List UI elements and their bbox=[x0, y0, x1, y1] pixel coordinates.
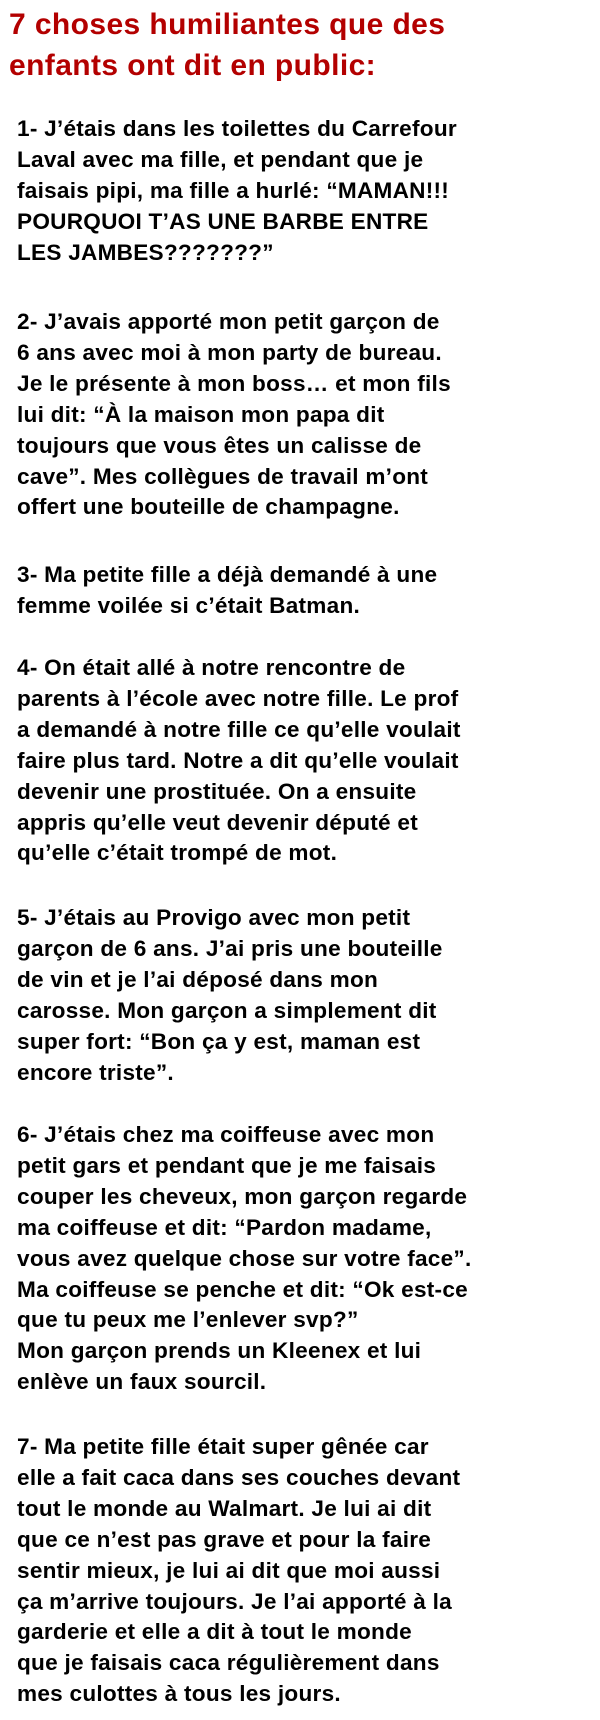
anecdote-line: que ce n’est pas grave et pour la faire bbox=[17, 1526, 432, 1552]
anecdote-line: 2- J’avais apporté mon petit garçon de bbox=[17, 309, 440, 334]
title-line: 7 choses humiliantes que des bbox=[9, 8, 446, 41]
anecdote-5 bbox=[17, 903, 597, 1088]
anecdote-4 bbox=[17, 653, 597, 869]
anecdote-line: couper les cheveux, mon garçon regarde bbox=[17, 1183, 468, 1209]
anecdote-line: 3- Ma petite fille a déjà demandé à une bbox=[17, 562, 438, 587]
anecdote-line: 6- J’étais chez ma coiffeuse avec mon bbox=[17, 1122, 435, 1147]
anecdote-line: POURQUOI T’AS UNE BARBE ENTRE bbox=[17, 208, 429, 234]
anecdote-line: garderie et elle a dit à tout le monde bbox=[17, 1619, 412, 1645]
anecdote-line: 5- J’étais au Provigo avec mon petit bbox=[17, 905, 411, 930]
anecdote-line: devenir une prostituée. On a ensuite bbox=[17, 778, 417, 804]
anecdote-line: 7- Ma petite fille était super gênée car bbox=[17, 1434, 429, 1459]
anecdote-line: offert une bouteille de champagne. bbox=[17, 494, 400, 520]
anecdote-line: appris qu’elle veut devenir député et bbox=[17, 809, 418, 835]
anecdote-line: que je faisais caca régulièrement dans bbox=[17, 1650, 440, 1676]
anecdote-line: toujours que vous êtes un calisse de bbox=[17, 432, 422, 458]
anecdote-line: Mon garçon prends un Kleenex et lui bbox=[17, 1338, 422, 1364]
anecdote-line: parents à l’école avec notre fille. Le prof bbox=[17, 685, 459, 711]
article-title bbox=[9, 4, 594, 86]
anecdote-1 bbox=[17, 114, 597, 269]
anecdote-line: ma coiffeuse et dit: “Pardon madame, bbox=[17, 1214, 432, 1240]
anecdote-line: de vin et je l’ai déposé dans mon bbox=[17, 966, 379, 992]
anecdote-line: 1- J’étais dans les toilettes du Carrefour bbox=[17, 116, 457, 141]
anecdote-line: lui dit: “À la maison mon papa dit bbox=[17, 401, 385, 427]
anecdote-line: super fort: “Bon ça y est, maman est bbox=[17, 1028, 421, 1054]
anecdote-line: que tu peux me l’enlever svp?” bbox=[17, 1307, 359, 1333]
anecdote-line: vous avez quelque chose sur votre face”. bbox=[17, 1245, 472, 1271]
anecdote-line: enlève un faux sourcil. bbox=[17, 1369, 267, 1395]
anecdote-6 bbox=[17, 1120, 597, 1398]
anecdote-line: femme voilée si c’était Batman. bbox=[17, 592, 361, 618]
anecdote-3 bbox=[17, 560, 597, 622]
anecdote-line: cave”. Mes collègues de travail m’ont bbox=[17, 463, 429, 489]
anecdote-2 bbox=[17, 307, 597, 523]
anecdote-line: LES JAMBES???????” bbox=[17, 239, 274, 265]
anecdote-line: Ma coiffeuse se penche et dit: “Ok est-ce bbox=[17, 1276, 468, 1302]
anecdote-line: tout le monde au Walmart. Je lui ai dit bbox=[17, 1495, 432, 1521]
anecdote-line: ça m’arrive toujours. Je l’ai apporté à la bbox=[17, 1588, 452, 1614]
anecdote-line: carosse. Mon garçon a simplement dit bbox=[17, 997, 437, 1023]
anecdote-line: garçon de 6 ans. J’ai pris une bouteille bbox=[17, 935, 443, 961]
anecdote-line: petit gars et pendant que je me faisais bbox=[17, 1152, 437, 1178]
anecdote-line: sentir mieux, je lui ai dit que moi aussi bbox=[17, 1557, 441, 1583]
anecdote-line: Je le présente à mon boss… et mon fils bbox=[17, 370, 451, 396]
anecdote-7 bbox=[17, 1432, 597, 1710]
anecdote-line: faisais pipi, ma fille a hurlé: “MAMAN!!! bbox=[17, 177, 450, 203]
anecdote-line: 4- On était allé à notre rencontre de bbox=[17, 655, 406, 680]
anecdote-line: faire plus tard. Notre a dit qu’elle voulait bbox=[17, 747, 459, 773]
anecdote-line: mes culottes à tous les jours. bbox=[17, 1681, 341, 1707]
anecdote-line: qu’elle c’était trompé de mot. bbox=[17, 840, 338, 866]
anecdote-line: Laval avec ma fille, et pendant que je bbox=[17, 146, 424, 172]
title-line: enfants ont dit en public: bbox=[9, 49, 377, 82]
anecdote-line: encore triste”. bbox=[17, 1059, 174, 1085]
anecdote-line: elle a fait caca dans ses couches devant bbox=[17, 1464, 461, 1490]
anecdote-line: a demandé à notre fille ce qu’elle voulait bbox=[17, 716, 461, 742]
anecdote-line: 6 ans avec moi à mon party de bureau. bbox=[17, 339, 442, 365]
